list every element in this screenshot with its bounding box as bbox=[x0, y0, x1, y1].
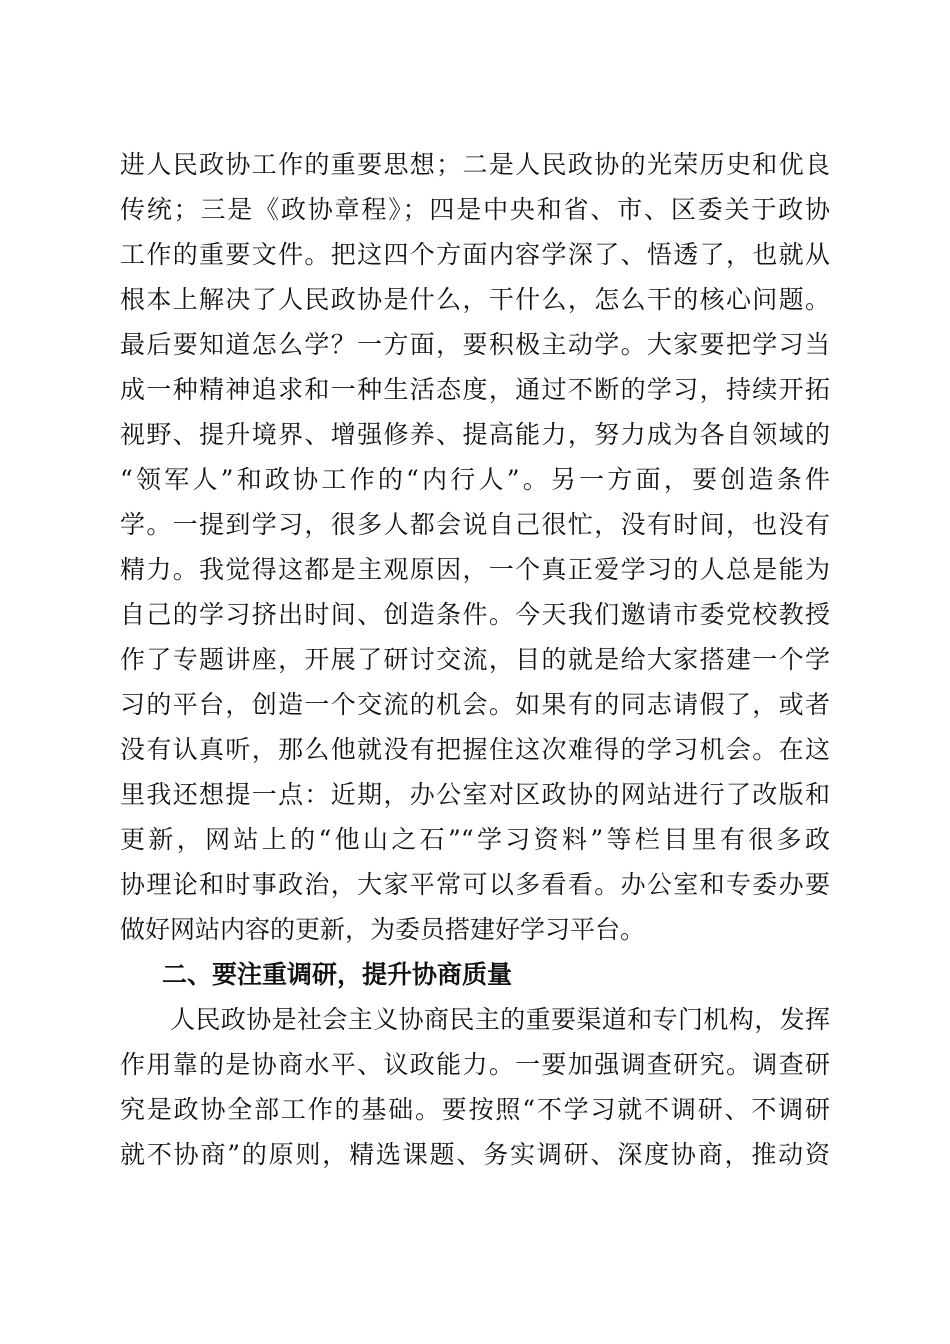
body-text bbox=[120, 142, 830, 1177]
text-line: 学。一提到学习，很多人都会说自己很忙，没有时间，也没有 bbox=[120, 510, 830, 539]
section-heading: 二、要注重调研，提升协商质量 bbox=[162, 960, 513, 989]
text-line: “领军人”和政协工作的“内行人”。另一方面，要创造条件 bbox=[120, 465, 830, 494]
text-line: 工作的重要文件。把这四个方面内容学深了、悟透了，也就从 bbox=[120, 240, 830, 269]
text-line: 人民政协是社会主义协商民主的重要渠道和专门机构，发挥 bbox=[170, 1005, 830, 1034]
text-line: 自己的学习挤出时间、创造条件。今天我们邀请市委党校教授 bbox=[120, 600, 830, 629]
text-line: 习的平台，创造一个交流的机会。如果有的同志请假了，或者 bbox=[120, 690, 830, 719]
text-line: 做好网站内容的更新，为委员搭建好学习平台。 bbox=[120, 915, 646, 944]
text-line: 没有认真听，那么他就没有把握住这次难得的学习机会。在这 bbox=[120, 735, 830, 764]
text-line: 精力。我觉得这都是主观原因，一个真正爱学习的人总是能为 bbox=[120, 555, 830, 584]
text-line: 就不协商”的原则，精选课题、务实调研、深度协商，推动资 bbox=[120, 1140, 830, 1169]
text-line: 里我还想提一点：近期，办公室对区政协的网站进行了改版和 bbox=[120, 780, 830, 809]
text-line: 作了专题讲座，开展了研讨交流，目的就是给大家搭建一个学 bbox=[120, 645, 830, 674]
text-line: 最后要知道怎么学？一方面，要积极主动学。大家要把学习当 bbox=[120, 330, 830, 359]
text-line: 作用靠的是协商水平、议政能力。一要加强调查研究。调查研 bbox=[120, 1050, 830, 1079]
text-line: 更新，网站上的“他山之石”“学习资料”等栏目里有很多政 bbox=[120, 825, 830, 854]
text-line: 协理论和时事政治，大家平常可以多看看。办公室和专委办要 bbox=[120, 870, 830, 899]
text-line: 究是政协全部工作的基础。要按照“不学习就不调研、不调研 bbox=[120, 1095, 830, 1124]
text-line: 根本上解决了人民政协是什么，干什么，怎么干的核心问题。 bbox=[120, 285, 830, 314]
text-line: 传统；三是《政协章程》；四是中央和省、市、区委关于政协 bbox=[120, 195, 830, 224]
text-line: 视野、提升境界、增强修养、提高能力，努力成为各自领域的 bbox=[120, 420, 830, 449]
text-line: 成一种精神追求和一种生活态度，通过不断的学习，持续开拓 bbox=[120, 375, 830, 404]
text-line: 进人民政协工作的重要思想；二是人民政协的光荣历史和优良 bbox=[120, 150, 830, 179]
